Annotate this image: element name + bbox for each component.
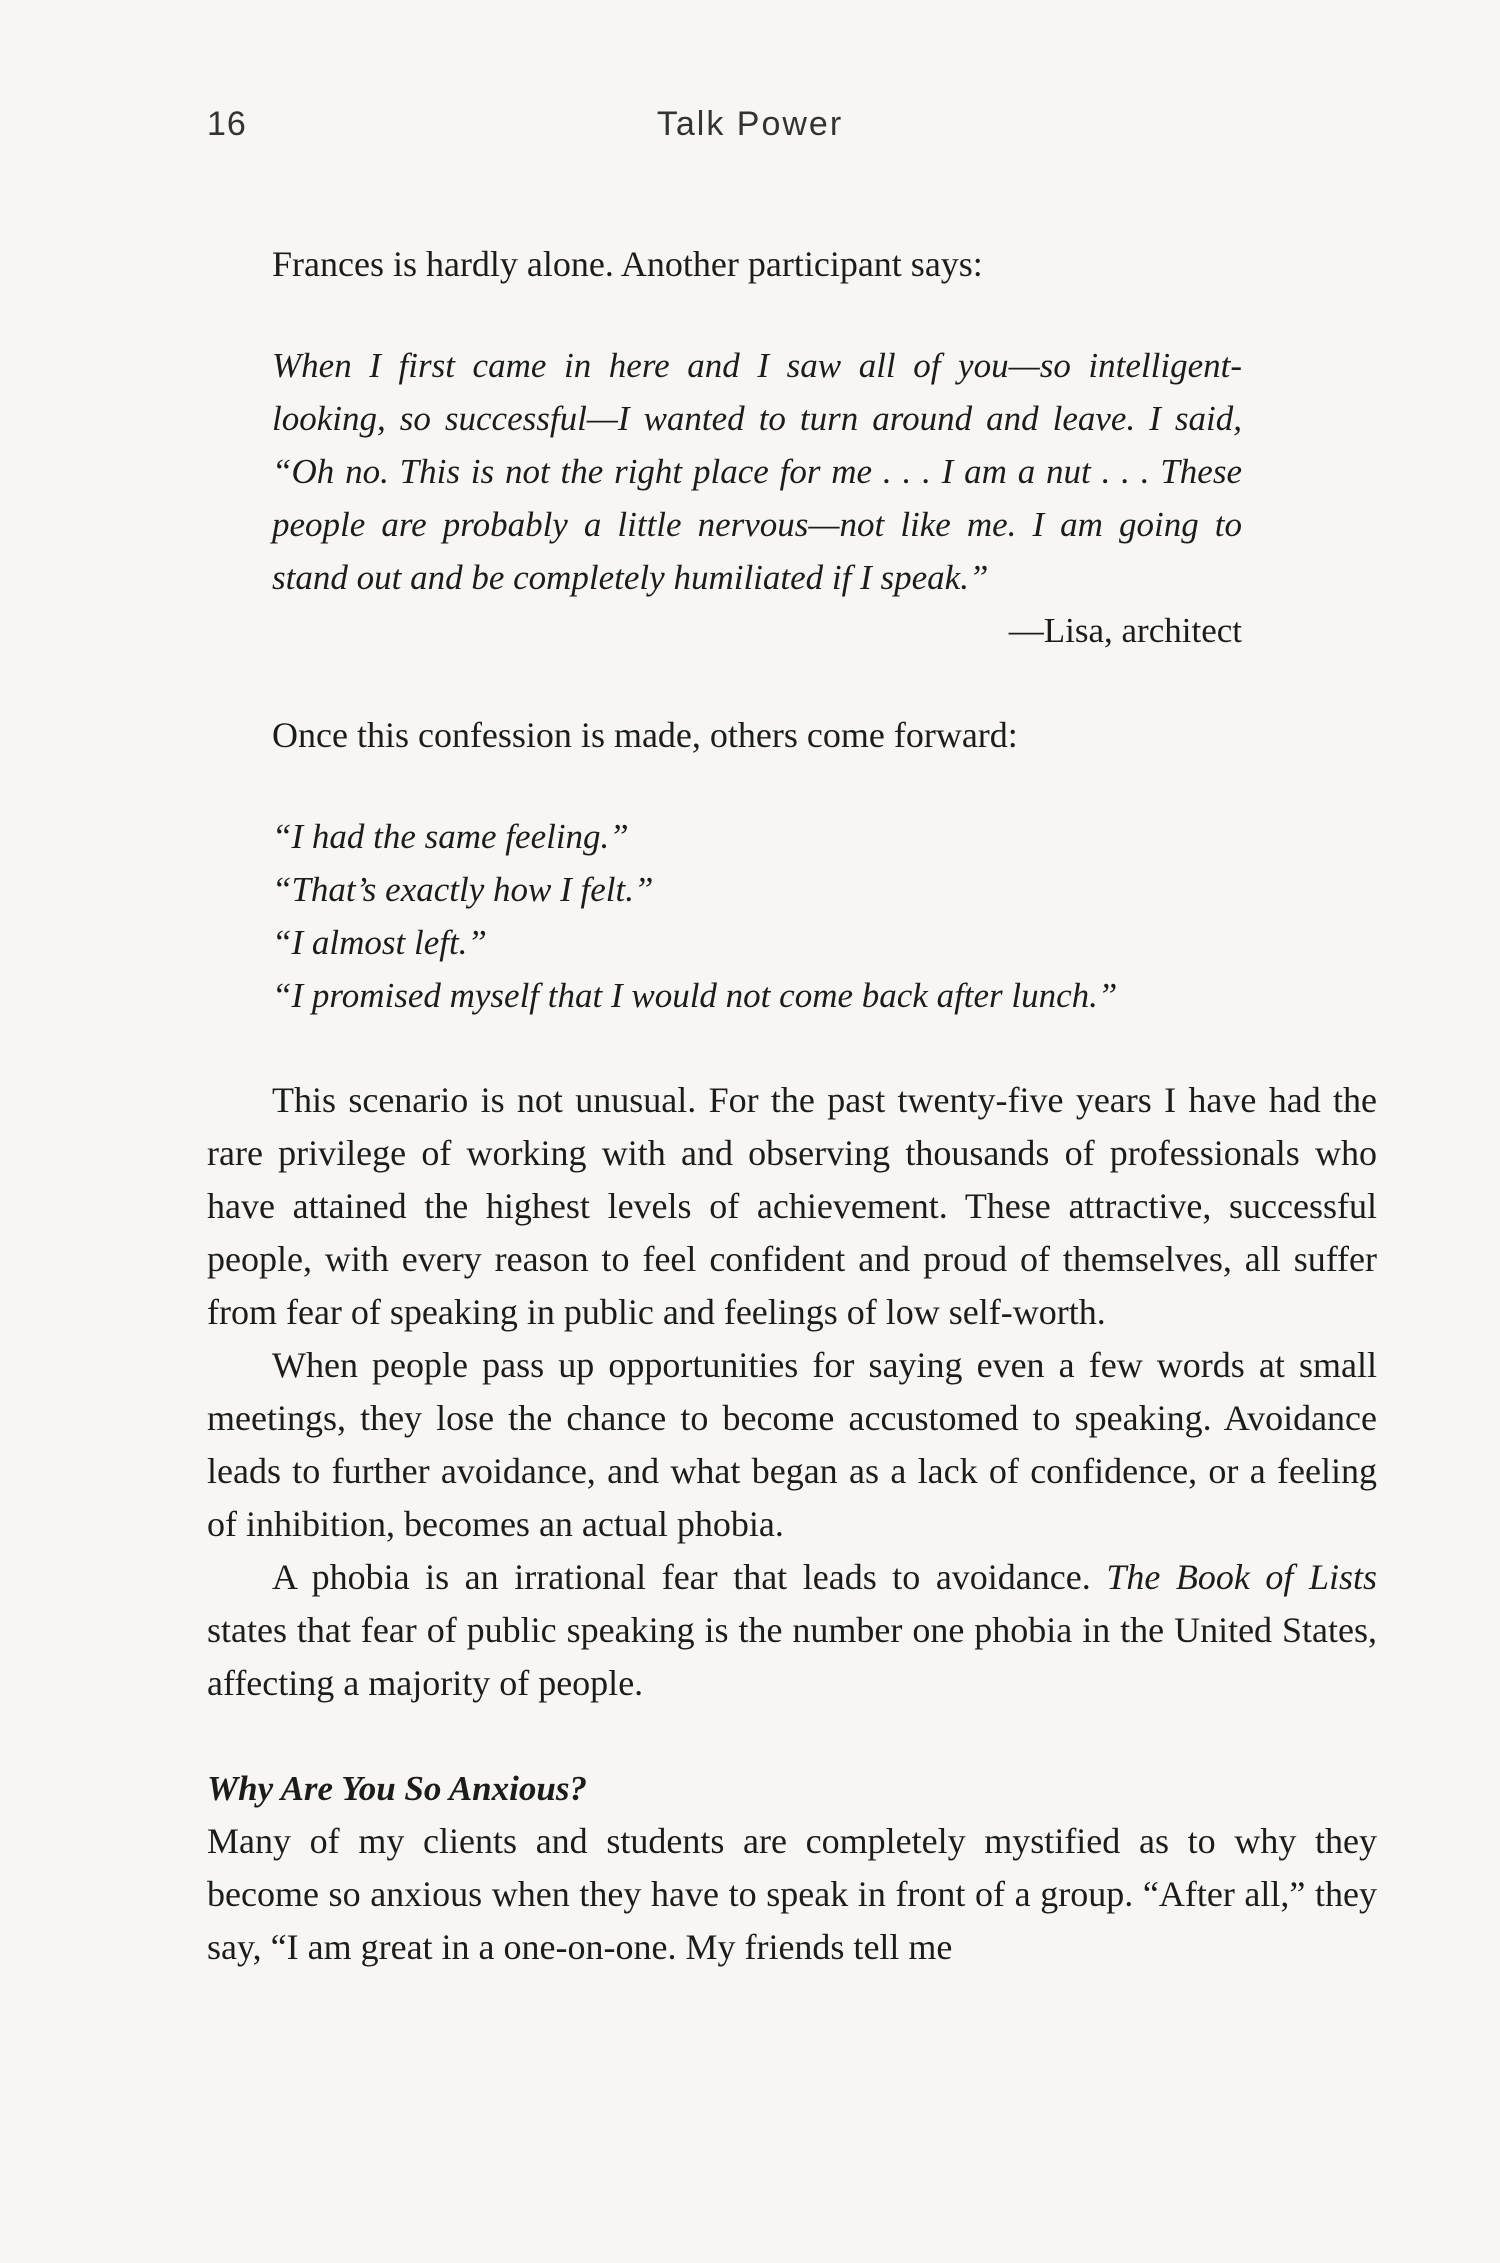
- intro-line: Frances is hardly alone. Another participant says:: [272, 244, 983, 284]
- page-body: [207, 238, 1377, 1974]
- participant-quotes: [207, 810, 1377, 1022]
- section-paragraph: Many of my clients and students are completely mystified as to why they become so anxious when they have to speak in front of a group. “After all,” they say, “I am great in a one-on-one. My friends tell me: [207, 1821, 1377, 1967]
- phobia-text-before: A phobia is an irrational fear that leads to avoidance.: [272, 1557, 1107, 1597]
- running-head: [0, 105, 1500, 155]
- participant-quote: “I had the same feeling.”: [272, 817, 629, 856]
- phobia-text-after: states that fear of public speaking is the number one phobia in the United States, affecting a majority of people.: [207, 1610, 1377, 1703]
- body-paragraph: This scenario is not unusual. For the past twenty-five years I have had the rare privilege of working with and observing thousands of professionals who have attained the highest levels of achievement. These attractive, successful people, with every reason to feel confident and proud of themselves, all suffer from fear of speaking in public and feelings of low self-worth.: [207, 1080, 1377, 1332]
- transition-line: Once this confession is made, others come forward:: [272, 715, 1018, 755]
- participant-quote: “I almost left.”: [272, 923, 487, 962]
- phobia-paragraph: [207, 1551, 1377, 1710]
- section-heading: Why Are You So Anxious?: [207, 1769, 587, 1808]
- participant-quote: “That’s exactly how I felt.”: [272, 870, 654, 909]
- lisa-quote: When I first came in here and I saw all of you—so intelligent-looking, so successful—I wanted to turn around and leave. I said, “Oh no. This is not the right place for me . . . I am a nut . . . These people are probably a little nervous—not like me. I am going to stand out and be completely humiliated if I speak.”: [272, 346, 1242, 597]
- page-number: 16: [207, 105, 247, 143]
- participant-quote: “I promised myself that I would not come back after lunch.”: [272, 976, 1118, 1015]
- book-reference: The Book of Lists: [1106, 1557, 1378, 1597]
- running-title: Talk Power: [656, 105, 844, 143]
- body-paragraph: When people pass up opportunities for saying even a few words at small meetings, they lose the chance to become accustomed to speaking. Avoidance leads to further avoidance, and what began as a lack of confidence, or a feeling of inhibition, becomes an actual phobia.: [207, 1345, 1377, 1544]
- quote-attribution: —Lisa, architect: [1008, 611, 1242, 650]
